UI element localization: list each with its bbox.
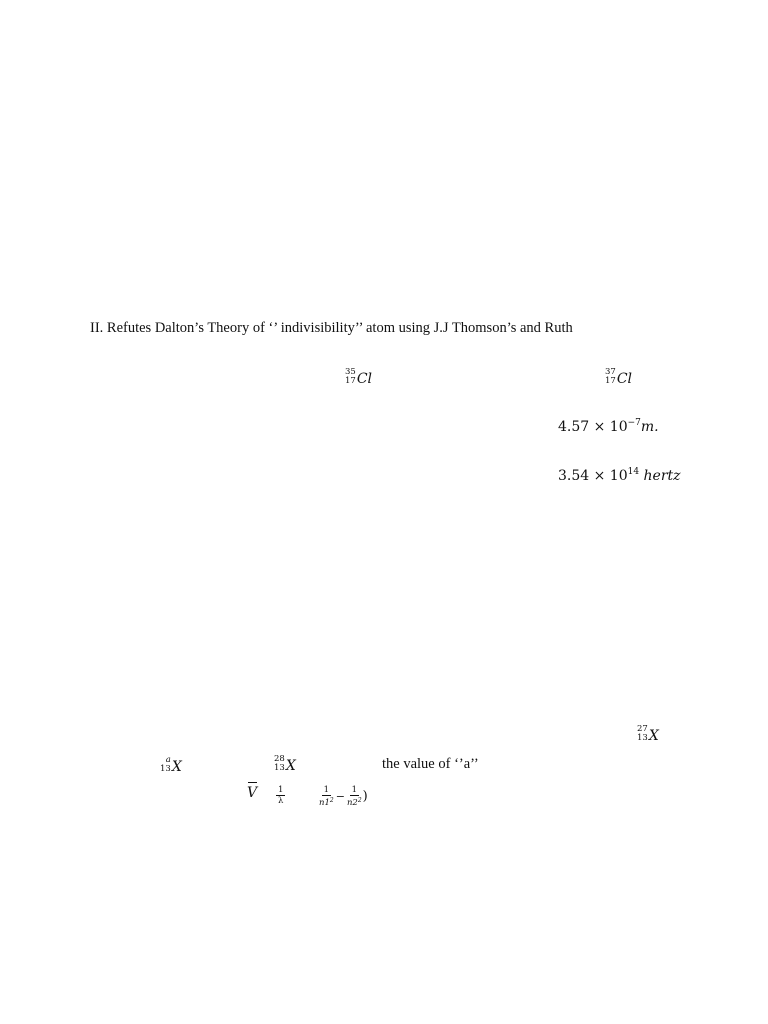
element-symbol: X <box>285 758 296 774</box>
mass-number: 37 <box>605 367 616 377</box>
frequency-unit: hertz <box>643 468 681 484</box>
reciprocal-wavelength <box>276 785 285 806</box>
atomic-number: 13 <box>160 764 171 774</box>
element-x-28-isotope <box>274 755 296 773</box>
element-x-a-isotope <box>160 756 182 774</box>
frequency-value <box>558 467 681 484</box>
section-heading: II. Refutes Dalton’s Theory of ‘’ indivisibility’’ atom using J.J Thomson’s and Ruth <box>90 320 573 336</box>
minus-sign: − <box>335 790 345 803</box>
wavenumber-symbol <box>247 785 257 801</box>
element-x-27-isotope <box>637 725 659 743</box>
v-letter: V <box>247 785 258 801</box>
fraction-numerator: 1 <box>323 785 330 795</box>
mass-number: 35 <box>345 367 356 377</box>
mass-number: a <box>165 755 171 765</box>
element-symbol: Cl <box>356 371 373 387</box>
fraction-denominator: λ <box>278 796 284 806</box>
wavelength-mantissa: 4.57 × 10 <box>558 419 628 435</box>
question-text: the value of ‘’a’’ <box>382 756 479 772</box>
mass-number: 28 <box>274 754 285 764</box>
atomic-number: 13 <box>274 763 285 773</box>
frequency-mantissa: 3.54 × 10 <box>558 468 628 484</box>
v-bar <box>247 785 257 801</box>
atomic-number: 17 <box>345 376 356 386</box>
wavelength-exponent: −7 <box>627 418 641 428</box>
wavelength-unit: m. <box>640 419 659 435</box>
frequency-exponent: 14 <box>627 467 640 477</box>
rydberg-bracket <box>318 785 368 808</box>
atomic-number: 13 <box>637 733 648 743</box>
element-symbol: X <box>171 759 182 775</box>
fraction-numerator: 1 <box>351 785 357 795</box>
atomic-number: 17 <box>605 376 616 386</box>
fraction-numerator: 1 <box>278 785 284 795</box>
wavelength-value <box>558 418 659 435</box>
fraction-denominator: $n2^2$ <box>346 797 362 808</box>
chlorine-37-isotope <box>605 368 632 386</box>
element-symbol: X <box>648 728 659 744</box>
close-paren: ) <box>362 789 368 804</box>
fraction-denominator: $n1^2$ <box>319 797 334 808</box>
chlorine-35-isotope <box>345 368 372 386</box>
mass-number: 27 <box>637 724 648 734</box>
element-symbol: Cl <box>616 371 633 387</box>
